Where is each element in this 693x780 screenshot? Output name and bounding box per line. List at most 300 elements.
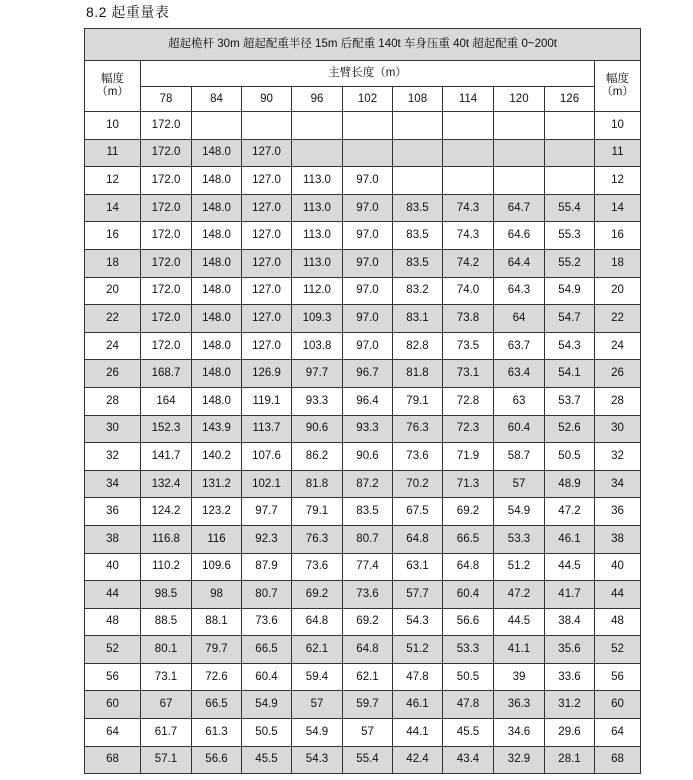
capacity-cell: 58.7 [494,443,545,471]
capacity-cell: 96.7 [343,360,393,388]
table-row [85,746,641,774]
capacity-cell: 148.0 [192,360,242,388]
table-row [85,249,641,277]
capacity-cell: 83.1 [393,305,443,333]
radius-cell-left: 30 [85,415,141,443]
capacity-cell: 64.8 [292,608,343,636]
table-row [85,553,641,581]
capacity-cell: 67 [141,691,192,719]
capacity-cell: 98 [192,581,242,609]
table-row [85,277,641,305]
capacity-cell: 93.3 [292,387,343,415]
capacity-cell: 67.5 [393,498,443,526]
capacity-cell: 54.7 [545,305,595,333]
capacity-cell: 148.0 [192,139,242,167]
capacity-cell: 87.9 [242,553,292,581]
capacity-cell: 54.9 [494,498,545,526]
capacity-cell: 34.6 [494,719,545,747]
capacity-cell: 36.3 [494,691,545,719]
capacity-cell: 45.5 [443,719,494,747]
capacity-cell: 88.1 [192,608,242,636]
radius-cell-right: 44 [595,581,641,609]
capacity-cell: 148.0 [192,387,242,415]
capacity-cell: 41.1 [494,636,545,664]
capacity-cell: 59.4 [292,663,343,691]
capacity-cell: 54.3 [545,332,595,360]
capacity-cell: 102.1 [242,470,292,498]
radius-cell-left: 14 [85,194,141,222]
radius-cell-left: 24 [85,332,141,360]
table-row [85,636,641,664]
capacity-cell: 56.6 [443,608,494,636]
radius-cell-right: 40 [595,553,641,581]
radius-cell-right: 16 [595,222,641,250]
capacity-cell: 131.2 [192,470,242,498]
capacity-cell: 69.2 [343,608,393,636]
capacity-cell: 47.2 [494,581,545,609]
radius-cell-right: 26 [595,360,641,388]
capacity-cell: 29.6 [545,719,595,747]
capacity-cell [242,112,292,140]
capacity-cell: 64.8 [443,553,494,581]
capacity-cell [343,112,393,140]
capacity-cell: 60.4 [242,663,292,691]
radius-cell-left: 12 [85,167,141,195]
capacity-cell: 127.0 [242,249,292,277]
capacity-cell [292,112,343,140]
capacity-cell: 119.1 [242,387,292,415]
capacity-cell: 55.3 [545,222,595,250]
table-row [85,470,641,498]
capacity-cell: 64.4 [494,249,545,277]
capacity-cell: 47.2 [545,498,595,526]
capacity-cell: 81.8 [292,470,343,498]
radius-cell-left: 20 [85,277,141,305]
radius-cell-left: 56 [85,663,141,691]
table-row [85,332,641,360]
capacity-cell: 112.0 [292,277,343,305]
capacity-cell: 83.5 [393,222,443,250]
boom-length-cell: 102 [343,87,393,112]
capacity-cell: 123.2 [192,498,242,526]
radius-cell-right: 52 [595,636,641,664]
capacity-cell: 63.4 [494,360,545,388]
capacity-cell: 140.2 [192,443,242,471]
capacity-cell: 148.0 [192,194,242,222]
capacity-cell: 66.5 [242,636,292,664]
radius-cell-left: 18 [85,249,141,277]
capacity-cell: 43.4 [443,746,494,774]
capacity-cell: 73.1 [443,360,494,388]
radius-cell-right: 32 [595,443,641,471]
capacity-cell: 57.1 [141,746,192,774]
radius-header-unit: （m） [96,86,129,98]
capacity-cell: 54.3 [292,746,343,774]
boom-length-cell: 126 [545,87,595,112]
capacity-cell: 51.2 [393,636,443,664]
boom-length-cell: 84 [192,87,242,112]
capacity-cell: 97.0 [343,305,393,333]
capacity-cell: 44.5 [494,608,545,636]
capacity-cell: 143.9 [192,415,242,443]
section-title: 8.2 起重量表 [86,4,170,20]
capacity-cell: 116 [192,525,242,553]
radius-cell-left: 16 [85,222,141,250]
capacity-cell: 73.1 [141,663,192,691]
capacity-cell: 72.6 [192,663,242,691]
capacity-cell: 74.3 [443,194,494,222]
capacity-cell: 69.2 [443,498,494,526]
capacity-cell: 110.2 [141,553,192,581]
table-row [85,387,641,415]
capacity-cell: 93.3 [343,415,393,443]
capacity-cell: 70.2 [393,470,443,498]
radius-cell-left: 22 [85,305,141,333]
capacity-cell: 77.4 [343,553,393,581]
radius-cell-right: 11 [595,139,641,167]
capacity-cell: 46.1 [545,525,595,553]
capacity-cell: 172.0 [141,277,192,305]
radius-cell-right: 56 [595,663,641,691]
radius-header-unit: （m） [601,86,634,98]
capacity-cell: 62.1 [292,636,343,664]
radius-cell-right: 28 [595,387,641,415]
boom-length-cell: 120 [494,87,545,112]
capacity-cell: 50.5 [443,663,494,691]
capacity-cell: 124.2 [141,498,192,526]
capacity-cell: 86.2 [292,443,343,471]
radius-cell-left: 52 [85,636,141,664]
capacity-cell: 127.0 [242,139,292,167]
table-row [85,167,641,195]
table-row [85,498,641,526]
radius-cell-right: 64 [595,719,641,747]
table-row [85,691,641,719]
capacity-cell: 63.1 [393,553,443,581]
table-row [85,581,641,609]
radius-cell-right: 12 [595,167,641,195]
capacity-cell: 50.5 [242,719,292,747]
radius-cell-right: 30 [595,415,641,443]
capacity-cell: 57.7 [393,581,443,609]
capacity-cell: 56.6 [192,746,242,774]
capacity-cell: 64.3 [494,277,545,305]
capacity-cell: 73.6 [343,581,393,609]
capacity-cell: 109.6 [192,553,242,581]
radius-cell-right: 14 [595,194,641,222]
capacity-cell: 60.4 [443,581,494,609]
capacity-cell: 54.9 [242,691,292,719]
capacity-cell: 61.7 [141,719,192,747]
capacity-cell: 107.6 [242,443,292,471]
boom-length-cell: 90 [242,87,292,112]
capacity-cell: 172.0 [141,222,192,250]
table-caption: 超起桅杆 30m 超起配重半径 15m 后配重 140t 车身压重 40t 超起配重 0~200t [85,29,641,61]
capacity-cell: 57 [494,470,545,498]
capacity-cell: 148.0 [192,222,242,250]
capacity-cell: 172.0 [141,139,192,167]
capacity-cell: 79.1 [292,498,343,526]
capacity-cell: 50.5 [545,443,595,471]
radius-header-right [595,61,641,112]
capacity-cell: 148.0 [192,332,242,360]
capacity-cell: 97.0 [343,277,393,305]
capacity-cell: 80.1 [141,636,192,664]
capacity-cell: 55.4 [343,746,393,774]
boom-length-header: 主臂长度（m） [141,61,595,87]
capacity-cell: 83.5 [393,194,443,222]
table-row [85,719,641,747]
radius-cell-right: 38 [595,525,641,553]
capacity-cell: 46.1 [393,691,443,719]
radius-cell-right: 24 [595,332,641,360]
table-row [85,222,641,250]
capacity-cell: 82.8 [393,332,443,360]
capacity-cell: 48.9 [545,470,595,498]
capacity-cell: 148.0 [192,305,242,333]
capacity-cell: 113.0 [292,222,343,250]
capacity-cell: 31.2 [545,691,595,719]
radius-cell-right: 68 [595,746,641,774]
capacity-cell: 53.7 [545,387,595,415]
capacity-cell: 72.8 [443,387,494,415]
radius-cell-right: 10 [595,112,641,140]
table-row [85,443,641,471]
capacity-cell: 88.5 [141,608,192,636]
capacity-cell: 97.7 [292,360,343,388]
capacity-cell: 73.6 [242,608,292,636]
capacity-cell: 73.6 [292,553,343,581]
table-row [85,139,641,167]
radius-cell-left: 34 [85,470,141,498]
capacity-cell: 71.9 [443,443,494,471]
capacity-cell: 55.4 [545,194,595,222]
capacity-cell: 97.0 [343,249,393,277]
capacity-cell: 103.8 [292,332,343,360]
capacity-cell: 76.3 [393,415,443,443]
capacity-cell: 90.6 [343,443,393,471]
radius-cell-right: 36 [595,498,641,526]
capacity-cell: 44.1 [393,719,443,747]
capacity-cell: 90.6 [292,415,343,443]
radius-cell-left: 48 [85,608,141,636]
radius-cell-left: 44 [85,581,141,609]
capacity-cell: 172.0 [141,249,192,277]
radius-cell-right: 22 [595,305,641,333]
capacity-cell: 71.3 [443,470,494,498]
radius-cell-left: 10 [85,112,141,140]
capacity-cell: 96.4 [343,387,393,415]
capacity-cell: 126.9 [242,360,292,388]
capacity-cell: 127.0 [242,167,292,195]
capacity-cell: 79.1 [393,387,443,415]
capacity-cell: 60.4 [494,415,545,443]
capacity-cell: 54.3 [393,608,443,636]
capacity-cell: 81.8 [393,360,443,388]
capacity-cell: 74.2 [443,249,494,277]
capacity-cell: 63 [494,387,545,415]
capacity-cell: 69.2 [292,581,343,609]
capacity-cell: 53.3 [494,525,545,553]
radius-cell-left: 36 [85,498,141,526]
capacity-cell: 127.0 [242,332,292,360]
capacity-cell: 41.7 [545,581,595,609]
capacity-cell [494,139,545,167]
capacity-cell: 52.6 [545,415,595,443]
capacity-cell: 97.0 [343,222,393,250]
capacity-cell [494,167,545,195]
capacity-cell: 38.4 [545,608,595,636]
capacity-cell [443,139,494,167]
radius-cell-right: 20 [595,277,641,305]
capacity-cell [494,112,545,140]
radius-header-left [85,61,141,112]
table-row [85,608,641,636]
capacity-cell: 47.8 [393,663,443,691]
capacity-cell: 39 [494,663,545,691]
capacity-cell [393,112,443,140]
capacity-cell: 63.7 [494,332,545,360]
capacity-cell [343,139,393,167]
capacity-cell: 57 [343,719,393,747]
capacity-cell [393,167,443,195]
capacity-cell: 74.3 [443,222,494,250]
boom-length-cell: 114 [443,87,494,112]
capacity-cell: 97.0 [343,194,393,222]
radius-cell-right: 34 [595,470,641,498]
capacity-cell: 59.7 [343,691,393,719]
capacity-cell: 87.2 [343,470,393,498]
capacity-cell [443,167,494,195]
capacity-cell: 64.8 [343,636,393,664]
boom-length-cell: 78 [141,87,192,112]
capacity-cell: 80.7 [242,581,292,609]
radius-cell-right: 18 [595,249,641,277]
capacity-cell: 127.0 [242,305,292,333]
capacity-cell [545,167,595,195]
capacity-cell: 33.6 [545,663,595,691]
table-row [85,305,641,333]
capacity-cell: 51.2 [494,553,545,581]
boom-length-cell: 108 [393,87,443,112]
capacity-cell: 66.5 [192,691,242,719]
capacity-cell [443,112,494,140]
capacity-cell: 83.5 [393,249,443,277]
capacity-cell: 83.5 [343,498,393,526]
capacity-cell: 97.7 [242,498,292,526]
capacity-cell: 113.0 [292,167,343,195]
capacity-cell: 109.3 [292,305,343,333]
capacity-cell: 127.0 [242,277,292,305]
capacity-cell [393,139,443,167]
capacity-cell [192,112,242,140]
capacity-cell: 97.0 [343,332,393,360]
capacity-cell: 172.0 [141,305,192,333]
radius-cell-left: 28 [85,387,141,415]
radius-cell-left: 11 [85,139,141,167]
capacity-cell: 44.5 [545,553,595,581]
capacity-cell: 172.0 [141,194,192,222]
capacity-cell: 53.3 [443,636,494,664]
boom-length-cell: 96 [292,87,343,112]
radius-cell-left: 26 [85,360,141,388]
capacity-cell: 73.6 [393,443,443,471]
capacity-cell: 47.8 [443,691,494,719]
capacity-cell: 73.8 [443,305,494,333]
load-chart-table [84,28,641,774]
capacity-cell: 42.4 [393,746,443,774]
table-row [85,112,641,140]
capacity-cell: 148.0 [192,249,242,277]
capacity-cell: 64.6 [494,222,545,250]
capacity-cell: 113.0 [292,194,343,222]
radius-cell-left: 40 [85,553,141,581]
capacity-cell: 127.0 [242,194,292,222]
capacity-cell: 172.0 [141,332,192,360]
table-row [85,525,641,553]
capacity-cell: 148.0 [192,167,242,195]
capacity-cell: 152.3 [141,415,192,443]
capacity-cell: 32.9 [494,746,545,774]
capacity-cell: 54.1 [545,360,595,388]
capacity-cell: 113.0 [292,249,343,277]
capacity-cell: 141.7 [141,443,192,471]
capacity-cell: 98.5 [141,581,192,609]
capacity-cell: 62.1 [343,663,393,691]
capacity-cell [545,112,595,140]
capacity-cell: 55.2 [545,249,595,277]
capacity-cell: 64 [494,305,545,333]
capacity-cell: 66.5 [443,525,494,553]
capacity-cell: 148.0 [192,277,242,305]
capacity-cell: 172.0 [141,112,192,140]
capacity-cell: 57 [292,691,343,719]
capacity-cell: 54.9 [545,277,595,305]
radius-cell-left: 60 [85,691,141,719]
radius-header-label: 幅度 [606,73,630,85]
capacity-cell [292,139,343,167]
capacity-cell: 168.7 [141,360,192,388]
capacity-cell: 54.9 [292,719,343,747]
capacity-cell: 132.4 [141,470,192,498]
radius-cell-left: 32 [85,443,141,471]
radius-cell-right: 48 [595,608,641,636]
capacity-cell: 74.0 [443,277,494,305]
capacity-cell: 72.3 [443,415,494,443]
capacity-cell: 92.3 [242,525,292,553]
radius-cell-right: 60 [595,691,641,719]
table-row [85,194,641,222]
radius-cell-left: 38 [85,525,141,553]
capacity-cell [545,139,595,167]
capacity-cell: 73.5 [443,332,494,360]
capacity-cell: 116.8 [141,525,192,553]
capacity-cell: 80.7 [343,525,393,553]
capacity-cell: 64.8 [393,525,443,553]
capacity-cell: 83.2 [393,277,443,305]
table-row [85,360,641,388]
radius-cell-left: 64 [85,719,141,747]
capacity-cell: 35.6 [545,636,595,664]
capacity-cell: 76.3 [292,525,343,553]
table-row [85,415,641,443]
capacity-cell: 113.7 [242,415,292,443]
capacity-cell: 79.7 [192,636,242,664]
capacity-cell: 164 [141,387,192,415]
capacity-cell: 97.0 [343,167,393,195]
capacity-cell: 61.3 [192,719,242,747]
capacity-cell: 172.0 [141,167,192,195]
